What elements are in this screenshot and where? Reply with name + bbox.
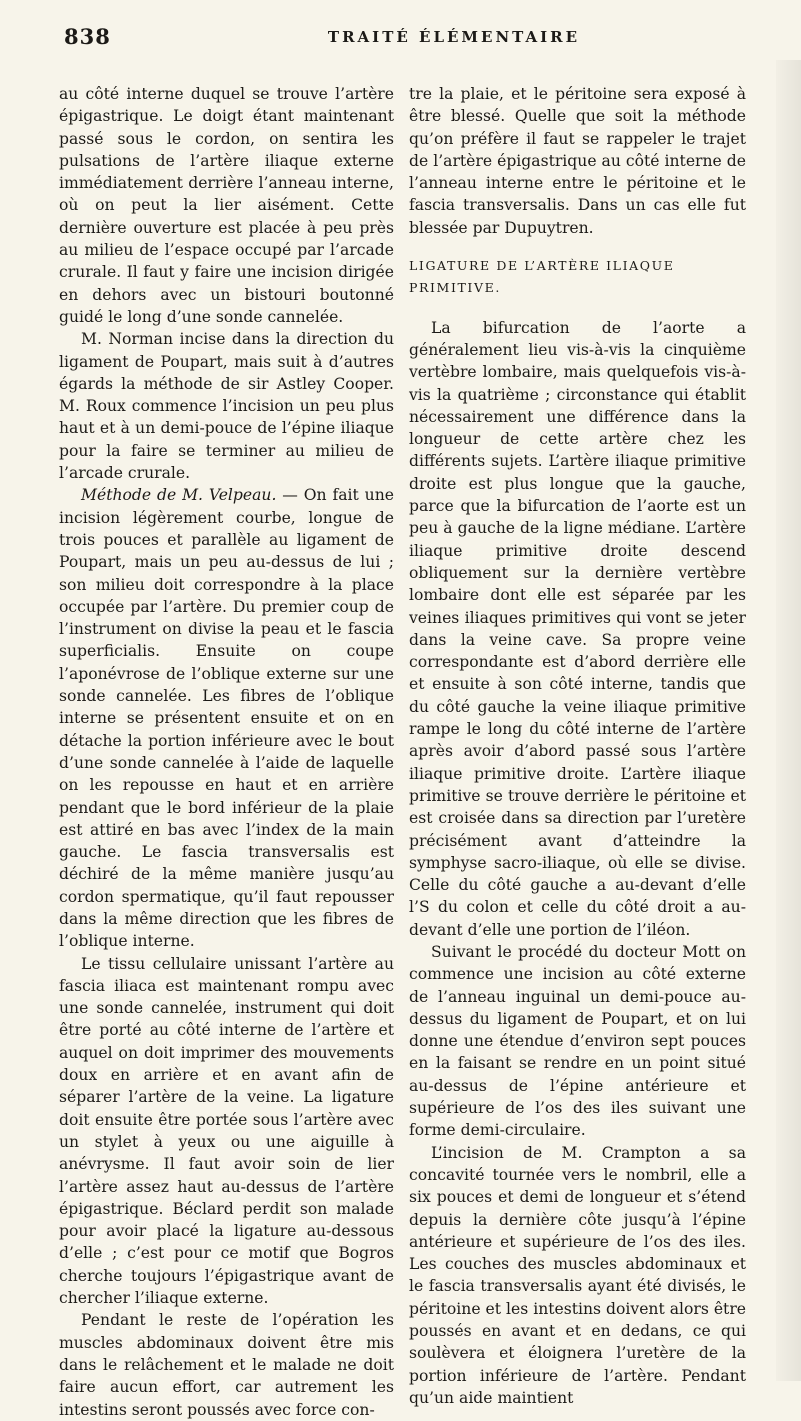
paragraph — [409, 941, 746, 1142]
running-head: TRAITÉ ÉLÉMENTAIRE — [327, 28, 581, 46]
paragraph-text: — On fait une incision légèrement courbe, longue de trois pouces et parallèle au ligament de Poupart, mais un peu au-dessus de lui ; son milieu doit correspondre à la place occupée par l’artère. Du premier coup de l’instrument on divise la peau et le fascia superficialis. Ensuite on coupe l’aponévrose de l’oblique externe sur une sonde cannelée. Les fibres de l’oblique interne se présentent ensuite et on en détache la portion inférieure avec le bout d’une sonde cannelée à l’aide de laquelle on les repousse en haut et en arrière pendant que le bord inférieur de la plaie est attiré en bas avec l’index de la main gauche. Le fascia transversalis est déchiré de la même manière jusqu’au cordon spermatique, qu’il faut repousser dans la même direction que les fibres de l’oblique interne. — [59, 486, 394, 951]
method-title: Méthode de M. Velpeau. — [81, 486, 277, 505]
section-heading: LIGATURE DE L’ARTÈRE ILIAQUE PRIMITIVE. — [409, 258, 675, 296]
paragraph-text: M. Norman incise dans la direction du ligament de Poupart, mais suit à d’autres égards la méthode de sir Astley Cooper. M. Roux commence l’incision un peu plus haut et à un demi-pouce de l’épine iliaque pour la faire se terminer au milieu de l’arcade crurale. — [59, 330, 394, 483]
page-number: 838 — [64, 24, 111, 49]
paragraph-text: La bifurcation de l’aorte a généralement lieu vis-à-vis la cinquième vertèbre lombaire, mais quelquefois vis-à-vis la quatrième ; circonstance qui établit nécessairement une différence dans la longueur de cette artère chez les différents sujets. L’artère iliaque primitive droite est plus longue que la gauche, parce que la bifurcation de l’aorte est un peu à gauche de la ligne médiane. L’artère iliaque primitive droite descend obliquement sur la dernière vertèbre lombaire dont elle est séparée par les veines iliaques primitives qui vont se jeter dans la veine cave. Sa propre veine correspondante est d’abord derrière elle et ensuite à son côté interne, tandis que du côté gauche la veine iliaque primitive rampe le long du côté interne de l’artère après avoir d’abord passé sous l’artère iliaque primitive droite. L’artère iliaque primitive se trouve derrière le péritoine et est croisée dans sa direction par l’uretère précisément avant d’atteindre la symphyse sacro-iliaque, où elle se divise. Celle du côté gauche a au-devant d’elle l’S du colon et celle du côté droit a au-devant d’elle une portion de l’iléon. — [409, 318, 746, 939]
page-edge-shadow — [776, 60, 801, 1381]
paragraph-text: Pendant le reste de l’opération les muscles abdominaux doivent être mis dans le relâchement et le malade ne doit faire aucun effort, car autrement les intestins seront poussés avec force con- — [59, 1311, 394, 1419]
left-column — [59, 83, 394, 1421]
paragraph-text: Suivant le procédé du docteur Mott on commence une incision au côté externe de l’anneau inguinal un demi-pouce au-dessus du ligament de Poupart, et on lui donne une étendue d’environ sept pouces en la faisant se rendre en un point situé au-dessus de l’épine antérieure et supérieure de l’os des iles suivant une forme demi-circulaire. — [409, 942, 746, 1140]
paragraph — [409, 1142, 746, 1410]
paragraph: tre la plaie, et le péritoine sera exposé à être blessé. Quelle que soit la méthode qu’on préfère il faut se rappeler le trajet de l’artère épigastrique au côté interne de l’anneau interne entre le péritoine et le fascia transversalis. Dans un cas elle fut blessée par Dupuytren. — [409, 85, 746, 237]
paragraph: au côté interne duquel se trouve l’artère épigastrique. Le doigt étant maintenant passé sous le cordon, on sentira les pulsations de l’artère iliaque externe immédiatement derrière l’anneau interne, où on peut la lier aisément. Cette dernière ouverture est placée à peu près au milieu de l’espace occupé par l’arcade crurale. Il faut y faire une incision dirigée en dehors avec un bistouri boutonné guidé le long d’une sonde cannelée. — [59, 85, 394, 326]
paragraph — [59, 484, 394, 952]
page-header — [64, 24, 764, 64]
paragraph — [409, 317, 746, 941]
paragraph — [59, 953, 394, 1310]
paragraph-text: L’incision de M. Crampton a sa concavité tournée vers le nombril, elle a six pouces et demi de longueur et s’étend depuis la dernière côte jusqu’à l’épine antérieure et supérieure de l’os des iles. Les couches des muscles abdominaux et le fascia transversalis ayant été divisés, le péritoine et les intestins doivent alors être poussés en avant et en dedans, ce qui soulèvera et éloignera l’uretère de la portion inférieure de l’artère. Pendant qu’un aide maintient — [409, 1143, 746, 1407]
paragraph — [59, 328, 394, 484]
right-column — [409, 83, 746, 1409]
paragraph-text: Le tissu cellulaire unissant l’artère au fascia iliaca est maintenant rompu avec une sonde cannelée, instrument qui doit être porté au côté interne de l’artère et auquel on doit imprimer des mouvements doux en arrière et en avant afin de séparer l’artère de la veine. La ligature doit ensuite être portée sous l’artère avec un stylet à yeux ou une aiguille à anévrysme. Il faut avoir soin de lier l’artère assez haut au-dessus de l’artère épigastrique. Béclard perdit son malade pour avoir placé la ligature au-dessous d’elle ; c’est pour ce motif que Bogros cherche toujours l’épigastrique avant de chercher l’iliaque externe. — [59, 954, 394, 1308]
paragraph — [59, 1309, 394, 1420]
